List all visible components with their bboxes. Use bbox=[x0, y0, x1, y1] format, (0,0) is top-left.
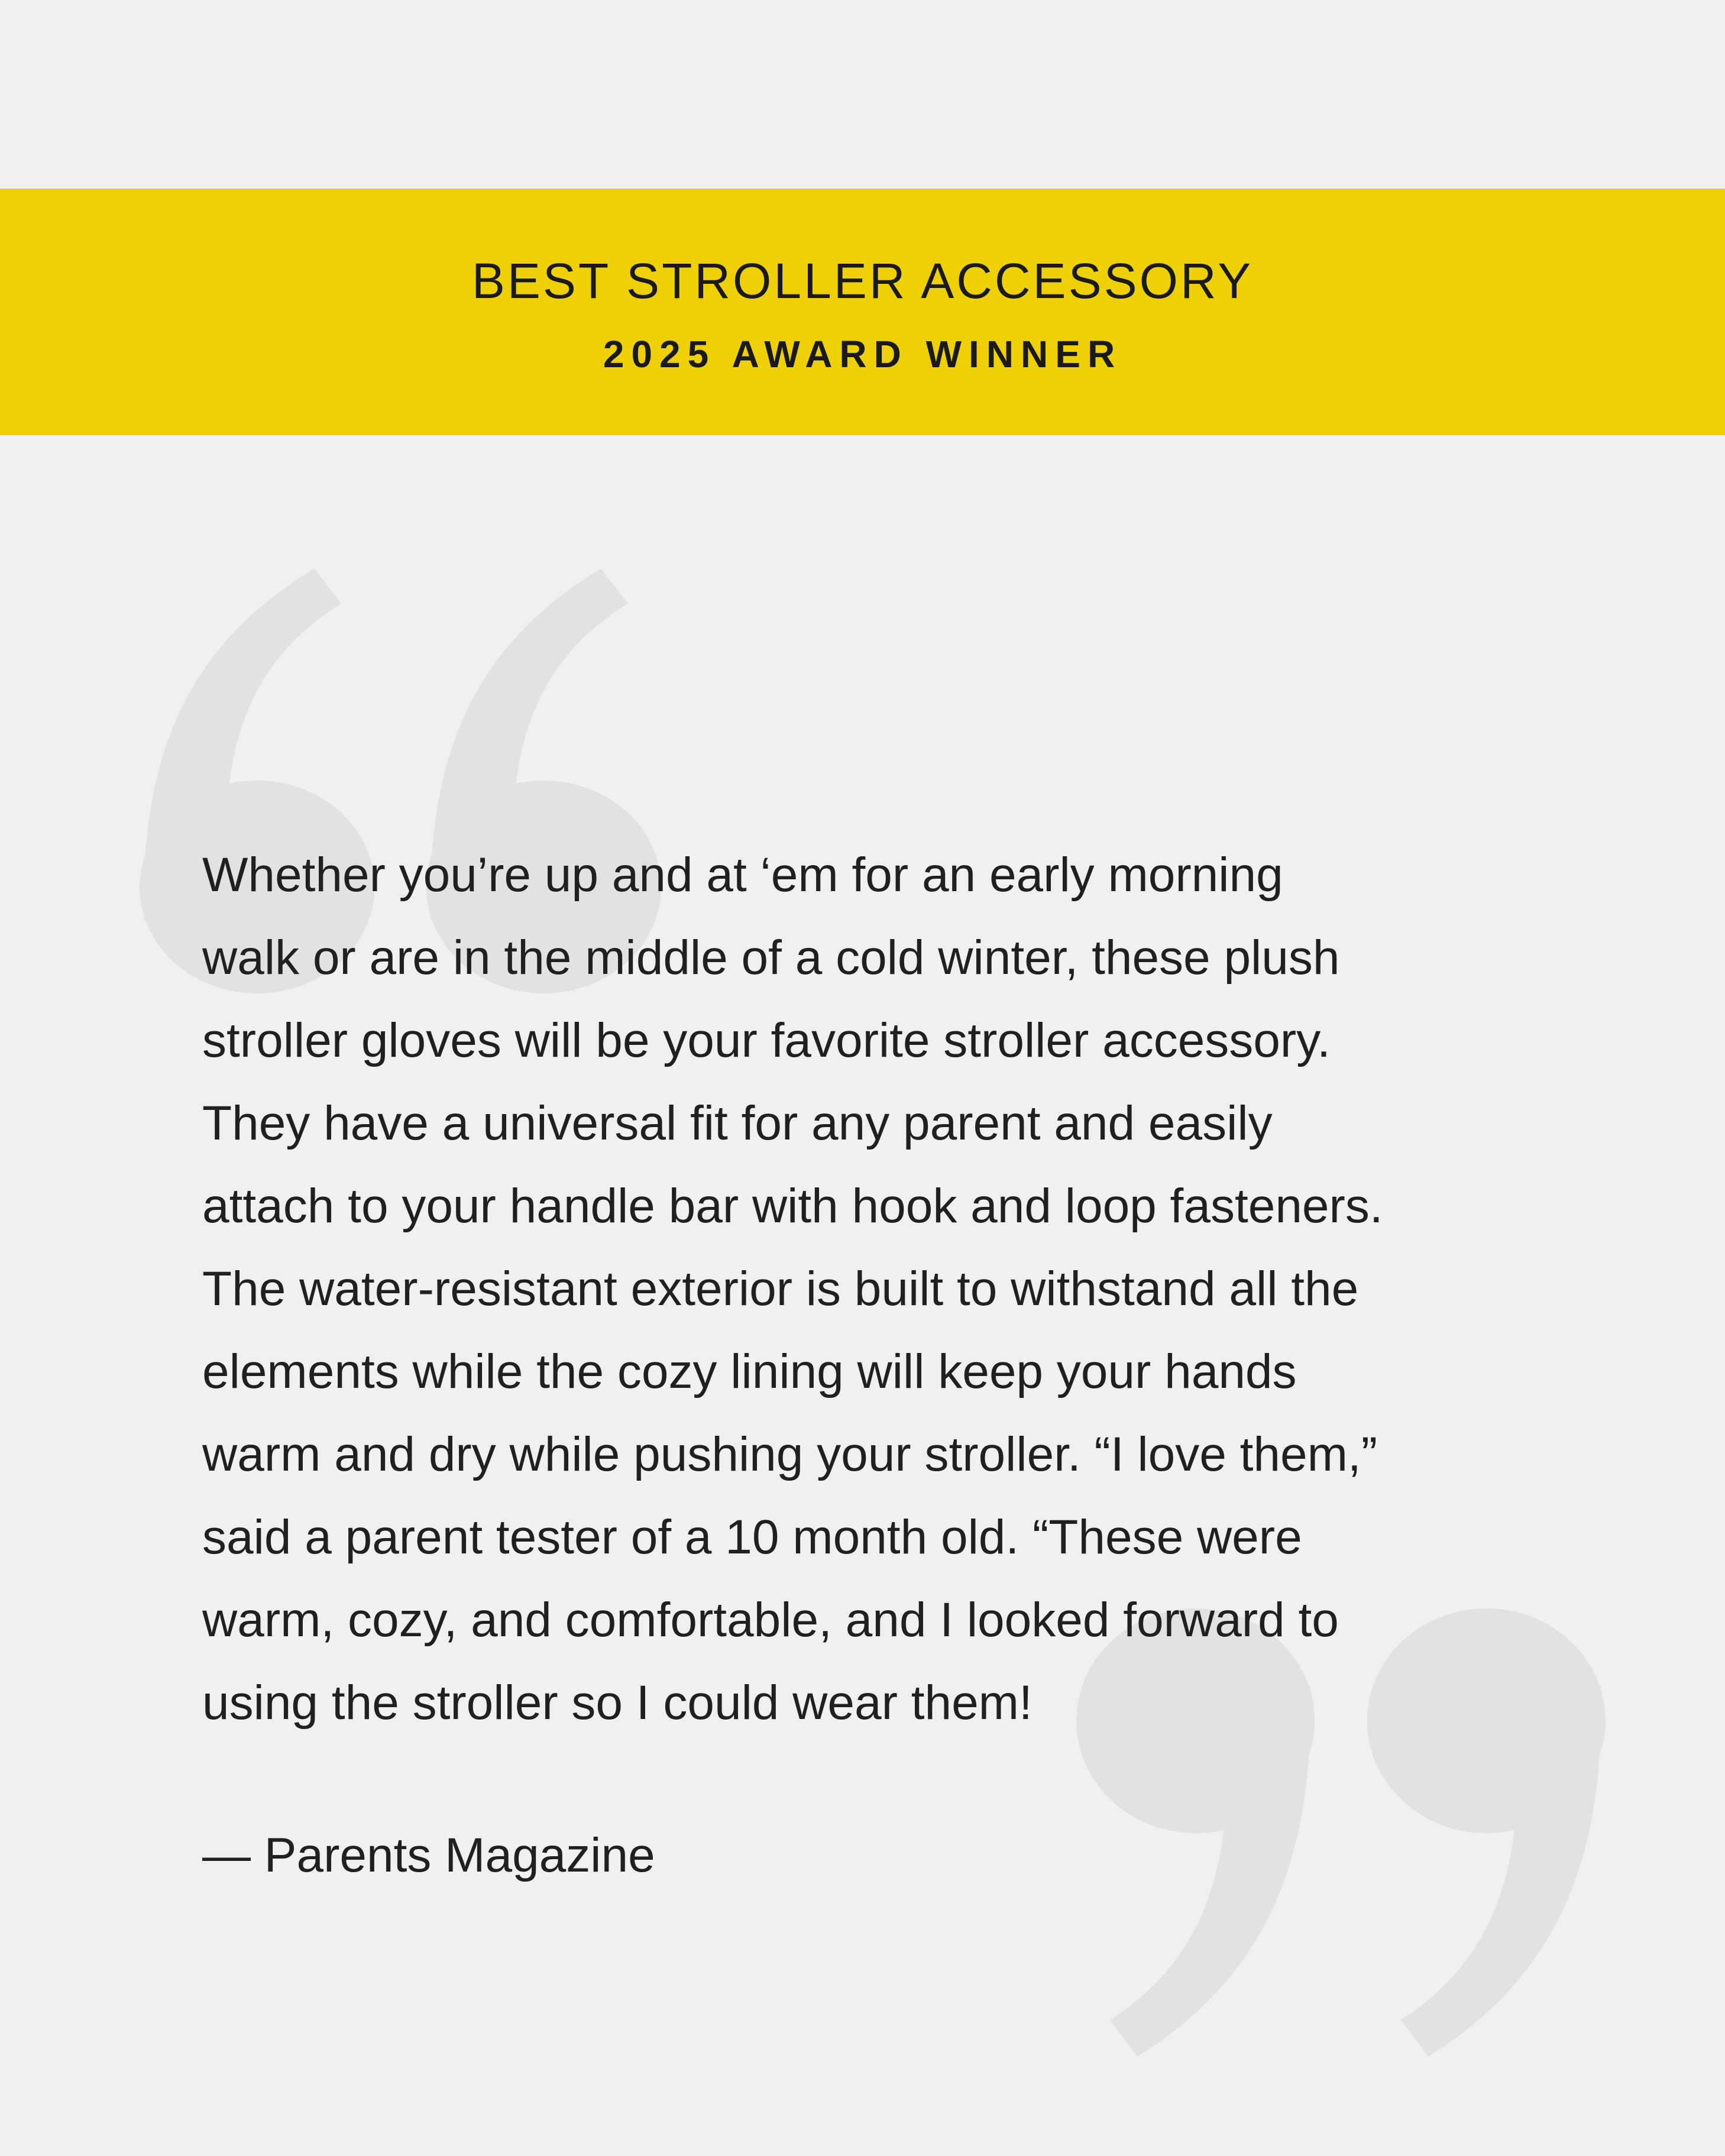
quote-line: attach to your handle bar with hook and loop fasteners. bbox=[202, 1179, 1383, 1233]
quote-line: said a parent tester of a 10 month old. “These were bbox=[202, 1510, 1302, 1564]
testimonial-quote bbox=[202, 834, 1598, 1897]
quote-line: Whether you’re up and at ‘em for an early morning bbox=[202, 848, 1283, 902]
quote-line: elements while the cozy lining will keep your hands bbox=[202, 1345, 1297, 1399]
quote-line: They have a universal fit for any parent and easily bbox=[202, 1096, 1273, 1150]
award-title: BEST STROLLER ACCESSORY bbox=[471, 252, 1254, 309]
quote-line: walk or are in the middle of a cold winter, these plush bbox=[202, 931, 1340, 985]
quote-line: The water-resistant exterior is built to withstand all the bbox=[202, 1262, 1359, 1316]
quote-line: using the stroller so I could wear them! bbox=[202, 1676, 1033, 1730]
quote-line: warm, cozy, and comfortable, and I looked forward to bbox=[202, 1593, 1339, 1647]
quote-line: warm and dry while pushing your stroller. “I love them,” bbox=[202, 1427, 1378, 1481]
quote-attribution: — Parents Magazine bbox=[202, 1828, 655, 1882]
quote-line: stroller gloves will be your favorite stroller accessory. bbox=[202, 1014, 1331, 1067]
award-banner bbox=[0, 189, 1725, 435]
award-subtitle: 2025 AWARD WINNER bbox=[603, 332, 1122, 375]
